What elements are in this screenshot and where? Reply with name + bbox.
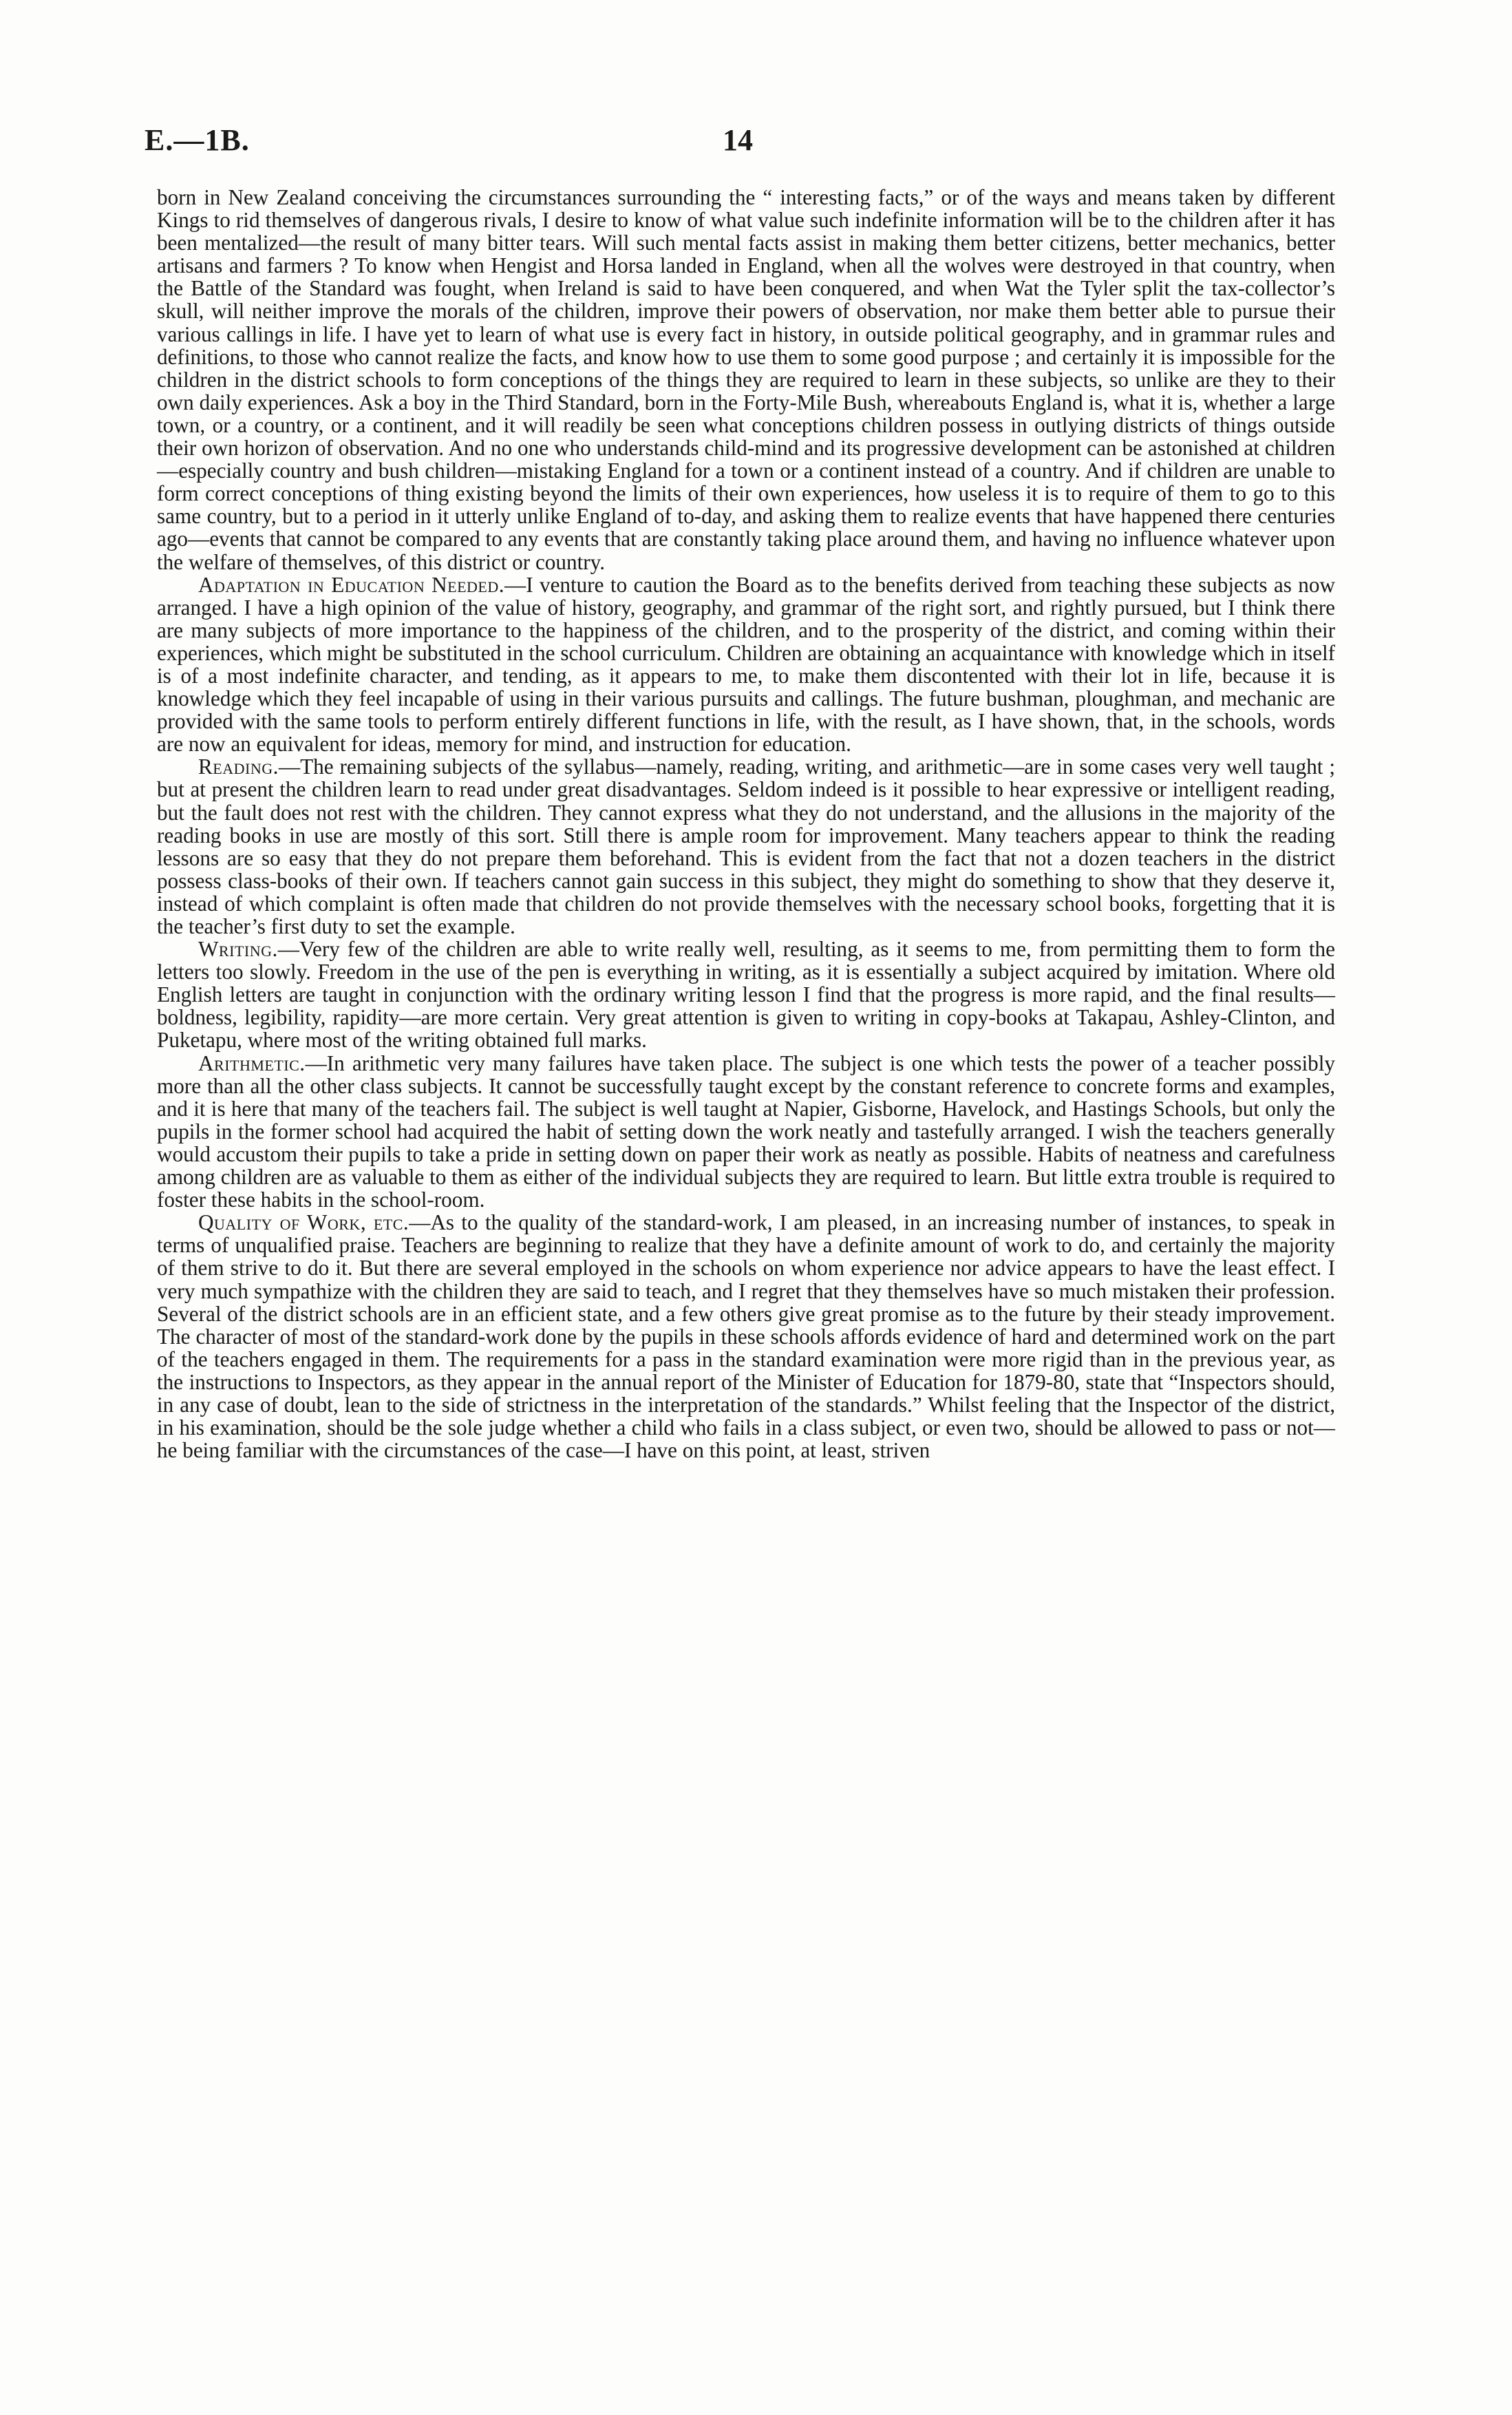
- section-heading-adaptation: Adaptation in Education Needed.: [198, 572, 505, 597]
- section-heading-reading: Reading.: [198, 755, 279, 779]
- report-body: [157, 186, 1335, 1462]
- paragraph-text: —I venture to caution the Board as to the benefits derived from teaching these subjects as now arranged. I have a high opinion of the value of history, geography, and grammar of the right sort, and rightly pursued, but I think there are many subjects of more importance to the happiness of the children, and to the prosperity of the district, and coming within their experiences, which might be substituted in the school curriculum. Children are obtaining an acquaintance with knowledge which in itself is of a most indefinite character, and tending, as it appears to me, to make them discontented with their lot in life, because it is knowledge which they feel incapable of using in their various pursuits and callings. The future bushman, ploughman, and mechanic are provided with the same tools to perform entirely different functions in life, with the result, as I have shown, that, in the schools, words are now an equivalent for ideas, memory for mind, and instruction for education.: [157, 572, 1335, 757]
- paragraph-arithmetic: [157, 1052, 1335, 1212]
- document-code: E.—1B.: [145, 123, 250, 157]
- paragraph-writing: [157, 938, 1335, 1051]
- paragraph-history-continuation: [157, 186, 1335, 573]
- paragraph-adaptation-in-education: [157, 573, 1335, 756]
- paragraph-text: born in New Zealand conceiving the circumstances surrounding the “ interesting facts,” or of the ways and means taken by different Kings to rid themselves of dangerous rivals, I desire to know of what value such indefinite information will be to the children after it has been mentalized—the result of many bitter tears. Will such mental facts assist in making them better citizens, better mechanics, better artisans and farmers ? To know when Hengist and Horsa landed in England, when all the wolves were destroyed in that country, when the Battle of the Standard was fought, when Ireland is said to have been conquered, and when Wat the Tyler split the tax-collector’s skull, will neither improve the morals of the children, improve their powers of observation, nor make them better able to pursue their various callings in life. I have yet to learn of what use is every fact in history, in outside political geography, and in grammar rules and definitions, to those who cannot realize the facts, and know how to use them to some good purpose ; and certainly it is impossible for the children in the district schools to form conceptions of the things they are required to learn in these subjects, so unlike are they to their own daily experiences. Ask a boy in the Third Standard, born in the Forty-Mile Bush, whereabouts England is, what it is, whether a large town, or a country, or a continent, and it will readily be seen what conceptions children possess in outlying districts of things outside their own horizon of observation. And no one who understands child-mind and its progressive development can be astonished at children—especially country and bush children—mistaking England for a town or a continent instead of a country. And if children are unable to form correct conceptions of thing existing beyond the limits of their own experiences, how useless it is to require of them to go to this same country, but to a period in it utterly unlike England of to-day, and asking them to realize events that have happened there centuries ago—events that cannot be compared to any events that are constantly taking place around them, and having no influence whatever upon the welfare of themselves, of this district or country.: [157, 185, 1335, 574]
- paragraph-text: —The remaining subjects of the syllabus—namely, reading, writing, and arithmetic—are in some cases very well taught ; but at present the children learn to read under great disadvantages. Seldom indeed is it possible to hear expressive or intelligent reading, but the fault does not rest with the children. They cannot express what they do not understand, and the allusions in the majority of the reading books in use are mostly of this sort. Still there is ample room for improvement. Many teachers appear to think the reading lessons are so easy that they do not prepare them beforehand. This is evident from the fact that not a dozen teachers in the district possess class-books of their own. If teachers cannot gain success in this subject, they might do something to show that they deserve it, instead of which complaint is often made that children do not provide themselves with the necessary school books, forgetting that it is the teacher’s first duty to set the example.: [157, 755, 1335, 938]
- paragraph-text: —In arithmetic very many failures have taken place. The subject is one which tests the power of a teacher possibly more than all the other class subjects. It cannot be successfully taught except by the constant reference to concrete forms and examples, and it is here that many of the teachers fail. The subject is well taught at Napier, Gisborne, Havelock, and Hastings Schools, but only the pupils in the former school had acquired the habit of setting down the work neatly and tastefully arranged. I wish the teachers generally would accustom their pupils to take a pride in setting down on paper their work as neatly as possible. Habits of neatness and carefulness among children are as valuable to them as either of the individual subjects they are required to learn. But little extra trouble is required to foster these habits in the school-room.: [157, 1051, 1335, 1212]
- paragraph-text: —As to the quality of the standard-work, I am pleased, in an increasing number of instances, to speak in terms of unqualified praise. Teachers are beginning to realize that they have a definite amount of work to do, and certainly the majority of them strive to do it. But there are several employed in the schools on whom experience nor advice appears to have the least effect. I very much sympathize with the children they are said to teach, and I regret that they themselves have so much mistaken their profession. Several of the district schools are in an efficient state, and a few others give great promise as to the future by their steady improvement. The character of most of the standard-work done by the pupils in these schools affords evidence of hard and determined work on the part of the teachers engaged in them. The requirements for a pass in the standard examination were more rigid than in the previous year, as the instructions to Inspectors, as they appear in the annual report of the Minister of Education for 1879-80, state that “Inspectors should, in any case of doubt, lean to the side of strictness in the interpretation of the standards.” Whilst feeling that the Inspector of the district, in his examination, should be the sole judge whether a child who fails in a class subject, or even two, should be allowed to pass or not—he being familiar with the circumstances of the case—I have on this point, at least, striven: [157, 1210, 1335, 1463]
- section-heading-writing: Writing.: [198, 937, 278, 962]
- page-header: [145, 123, 1335, 157]
- page-number: 14: [723, 123, 753, 157]
- section-heading-quality-of-work: Quality of Work, etc.: [198, 1210, 409, 1235]
- paragraph-reading: [157, 755, 1335, 938]
- paragraph-quality-of-work: [157, 1211, 1335, 1462]
- section-heading-arithmetic: Arithmetic.: [198, 1051, 306, 1075]
- paragraph-text: —Very few of the children are able to write really well, resulting, as it seems to me, from permitting them to form the letters too slowly. Freedom in the use of the pen is everything in writing, as it is essentially a subject acquired by imitation. Where old English letters are taught in conjunction with the ordinary writing lesson I find that the progress is more rapid, and the final results—boldness, legibility, rapidity—are more certain. Very great attention is given to writing in copy-books at Takapau, Ashley-Clinton, and Puketapu, where most of the writing obtained full marks.: [157, 937, 1335, 1053]
